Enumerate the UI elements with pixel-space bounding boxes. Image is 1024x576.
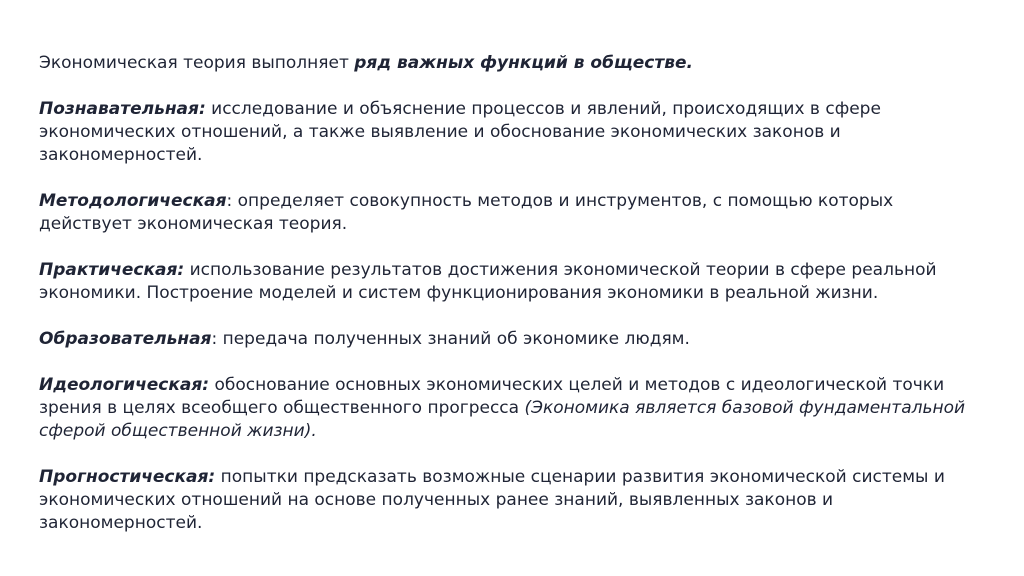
function-ideological — [39, 374, 969, 443]
function-description: исследование и объяснение процессов и явлений, происходящих в сфере экономических отношений, а также выявление и обоснование экономических законов и закономерностей. — [39, 99, 881, 165]
slide-content — [39, 52, 969, 535]
function-methodological — [39, 190, 969, 236]
intro-emphasis: ряд важных функций в обществе. — [354, 53, 693, 73]
function-term: Практическая: — [39, 260, 185, 280]
function-term: Методологическая — [39, 191, 227, 211]
function-description: : определяет совокупность методов и инструментов, с помощью которых действует экономическая теория. — [39, 191, 894, 234]
function-term: Образовательная — [39, 329, 212, 349]
function-description: обоснование основных экономических целей и методов с идеологической точки зрения в целях всеобщего общественного прогресса — [39, 375, 945, 418]
function-prognostic — [39, 466, 969, 535]
function-description: попытки предсказать возможные сценарии развития экономической системы и экономических отношений на основе полученных ранее знаний, выявленных законов и закономерностей. — [39, 467, 945, 533]
function-term: Познавательная: — [39, 99, 206, 119]
intro-text: Экономическая теория выполняет — [39, 53, 355, 73]
function-description: : передача полученных знаний об экономике людям. — [211, 329, 690, 349]
function-practical — [39, 259, 969, 305]
function-note: (Экономика является базовой фундаментальной сферой общественной жизни). — [39, 398, 966, 441]
function-cognitive — [39, 98, 969, 167]
function-term: Прогностическая: — [39, 467, 216, 487]
function-term: Идеологическая: — [39, 375, 210, 395]
intro-paragraph — [39, 52, 969, 75]
function-description: использование результатов достижения экономической теории в сфере реальной экономики. Построение моделей и систем функционирования экономики в реальной жизни. — [39, 260, 937, 303]
function-educational — [39, 328, 969, 351]
